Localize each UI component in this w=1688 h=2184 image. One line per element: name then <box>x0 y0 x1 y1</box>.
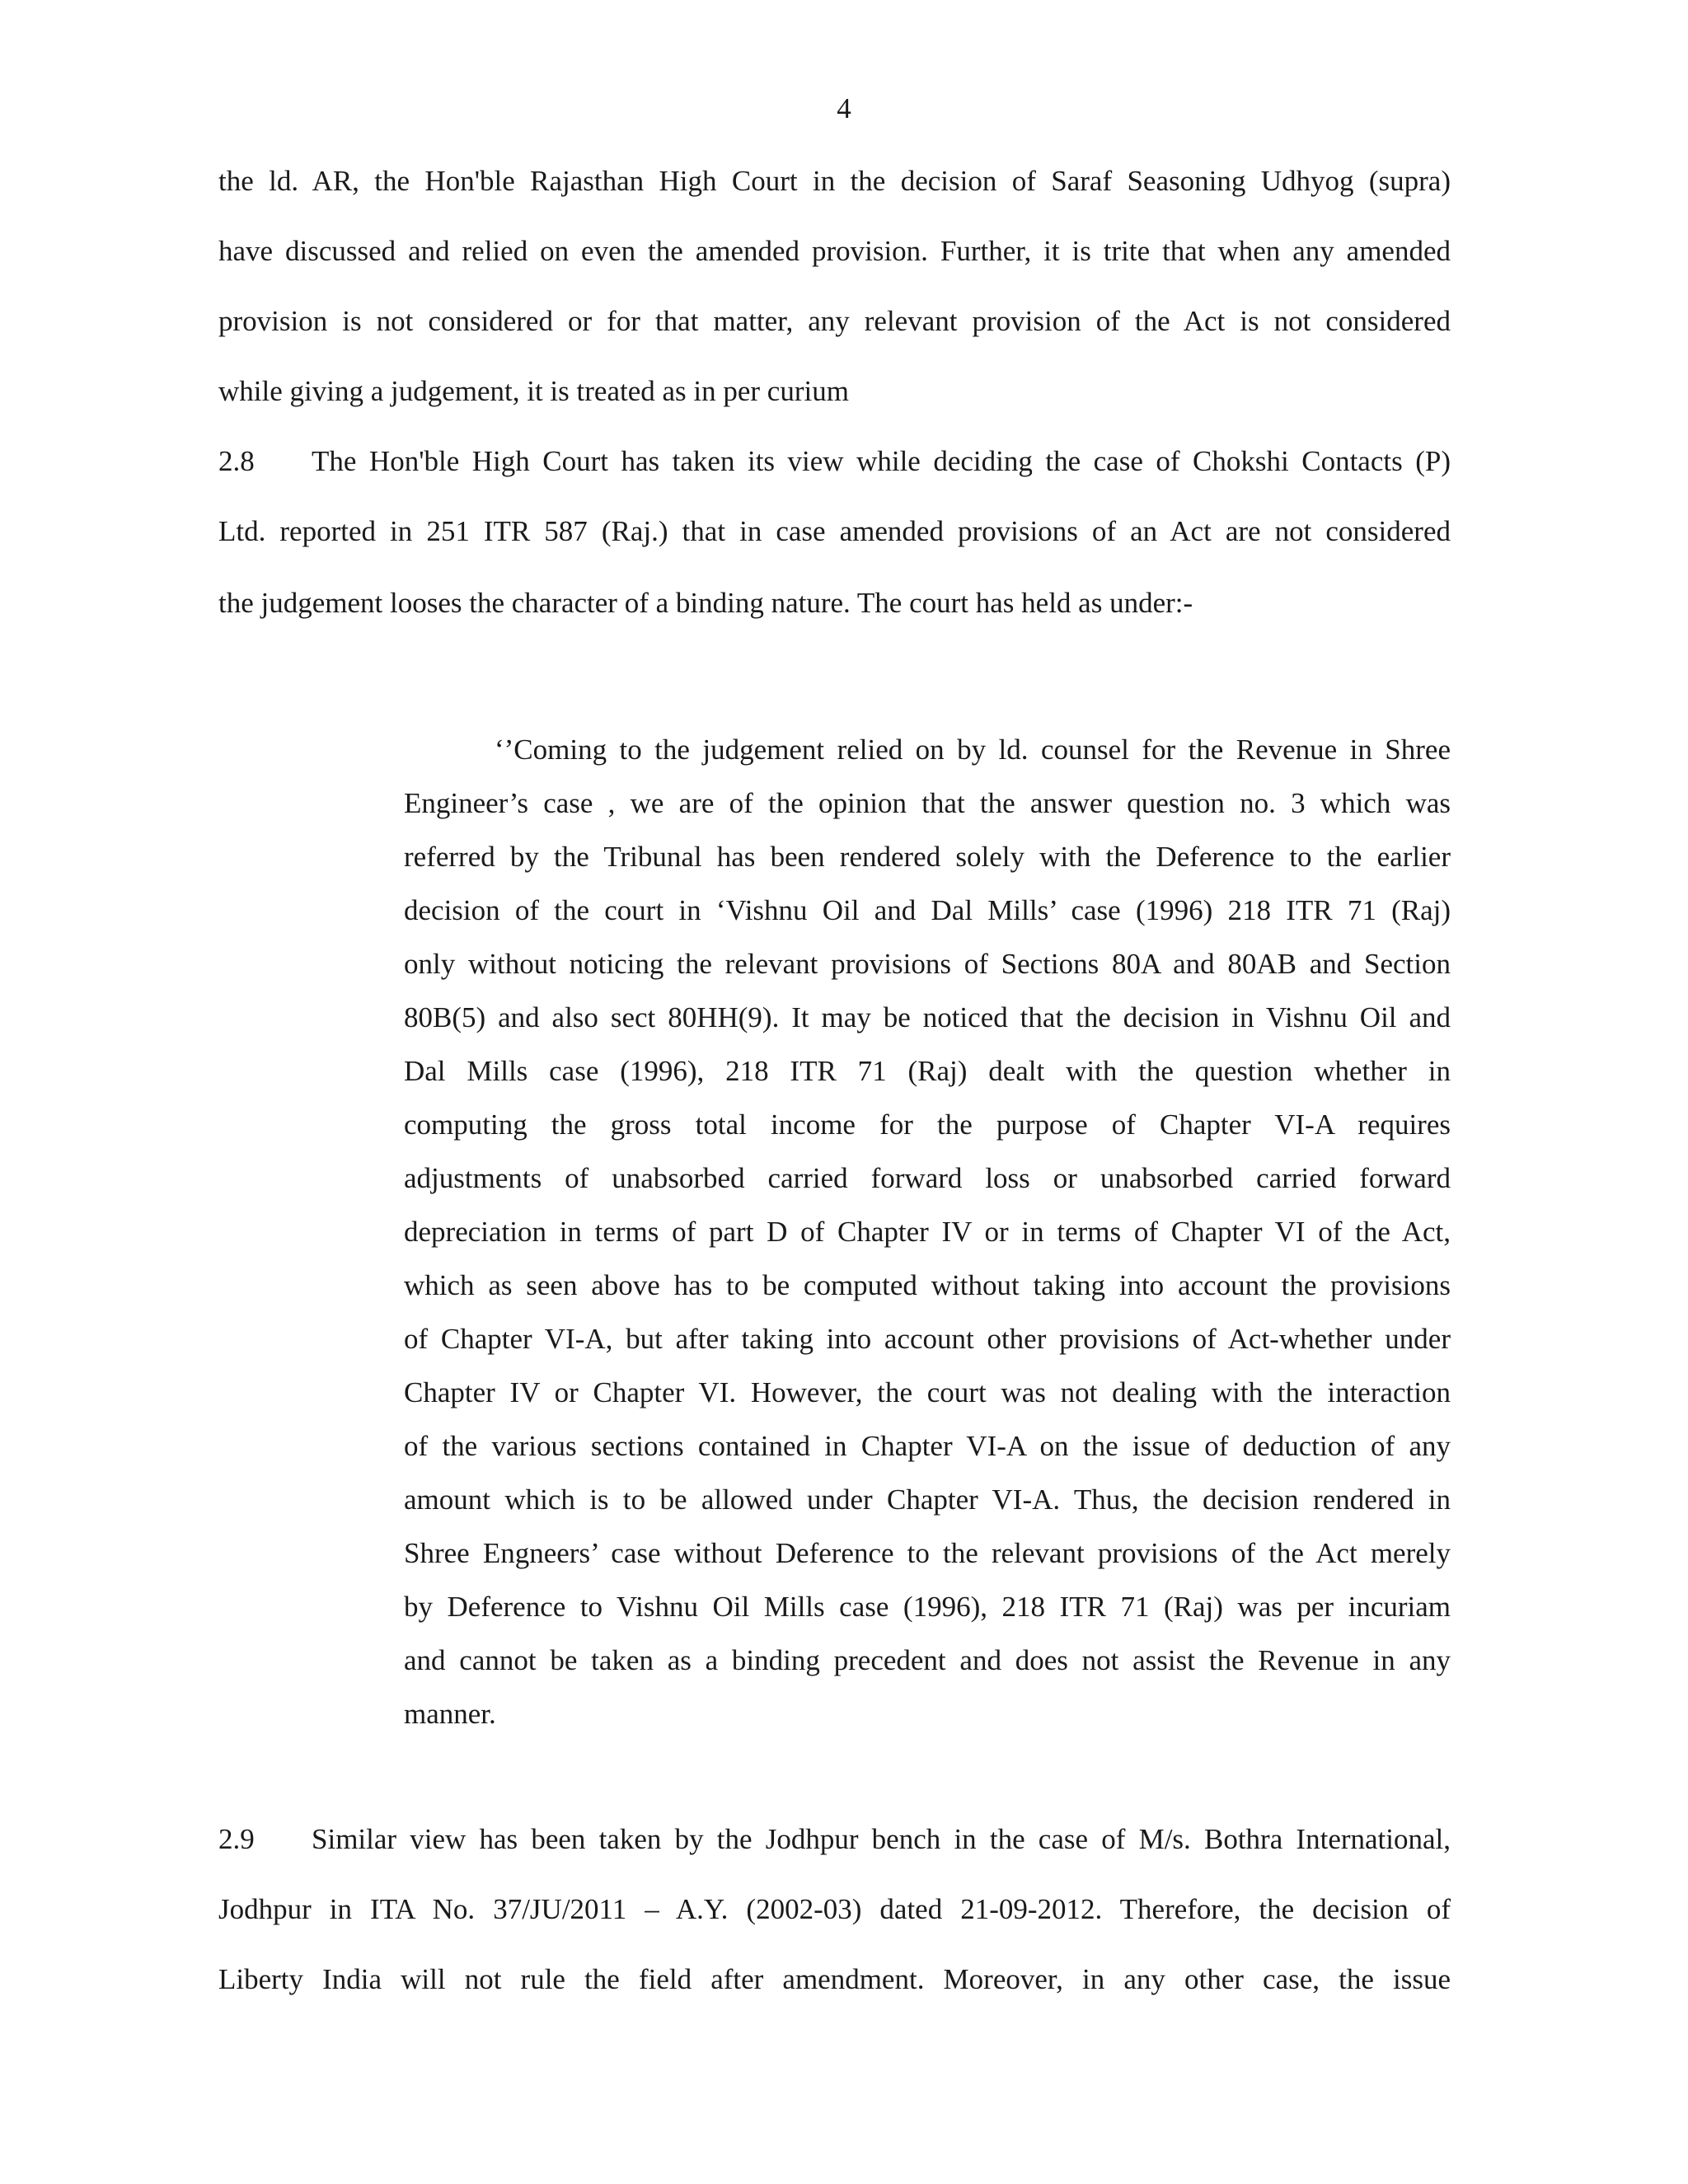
quote-line: Chapter IV or Chapter VI. However, the court was not dealing with the interaction <box>404 1376 1451 1408</box>
quote-line: and cannot be taken as a binding precedent and does not assist the Revenue in any <box>404 1644 1451 1676</box>
quote-line: of the various sections contained in Chapter VI-A on the issue of deduction of any <box>404 1430 1451 1462</box>
quote-line: which as seen above has to be computed without taking into account the provisions <box>404 1269 1451 1301</box>
paragraph-line: provision is not considered or for that matter, any relevant provision of the Act is not considered <box>218 305 1451 337</box>
paragraph-line <box>218 1823 1451 1856</box>
quote-line: computing the gross total income for the purpose of Chapter VI-A requires <box>404 1108 1451 1141</box>
quote-line: ‘’Coming to the judgement relied on by ld. counsel for the Revenue in Shree <box>495 733 1451 766</box>
quote-line: referred by the Tribunal has been rendered solely with the Deference to the earlier <box>404 841 1451 873</box>
quote-line: amount which is to be allowed under Chapter VI-A. Thus, the decision rendered in <box>404 1483 1451 1516</box>
paragraph-line: the judgement looses the character of a binding nature. The court has held as under:- <box>218 587 1193 619</box>
paragraph-line: Jodhpur in ITA No. 37/JU/2011 – A.Y. (2002-03) dated 21-09-2012. Therefore, the decision of <box>218 1893 1451 1925</box>
paragraph-text: Similar view has been taken by the Jodhpur bench in the case of M/s. Bothra International, <box>312 1823 1451 1855</box>
quote-line: decision of the court in ‘Vishnu Oil and Dal Mills’ case (1996) 218 ITR 71 (Raj) <box>404 894 1451 926</box>
paragraph-line <box>218 445 1451 478</box>
quote-line: manner. <box>404 1698 496 1730</box>
page-number: 4 <box>837 92 851 124</box>
paragraph-text: The Hon'ble High Court has taken its view while deciding the case of Chokshi Contacts (P) <box>312 445 1451 477</box>
quote-line: by Deference to Vishnu Oil Mills case (1996), 218 ITR 71 (Raj) was per incuriam <box>404 1591 1451 1623</box>
paragraph-line: the ld. AR, the Hon'ble Rajasthan High Court in the decision of Saraf Seasoning Udhyog (supra) <box>218 165 1451 197</box>
paragraph-line: Ltd. reported in 251 ITR 587 (Raj.) that in case amended provisions of an Act are not considered <box>218 515 1451 547</box>
quote-line: depreciation in terms of part D of Chapter IV or in terms of Chapter VI of the Act, <box>404 1216 1451 1248</box>
quote-line: only without noticing the relevant provisions of Sections 80A and 80AB and Section <box>404 948 1451 980</box>
quote-line: of Chapter VI-A, but after taking into account other provisions of Act-whether under <box>404 1323 1451 1355</box>
paragraph-line: while giving a judgement, it is treated as in per curium <box>218 375 849 407</box>
quote-line: Shree Engneers’ case without Deference to the relevant provisions of the Act merely <box>404 1537 1451 1569</box>
quote-line: 80B(5) and also sect 80HH(9). It may be noticed that the decision in Vishnu Oil and <box>404 1001 1451 1033</box>
paragraph-number: 2.9 <box>218 1823 255 1855</box>
quote-line: Dal Mills case (1996), 218 ITR 71 (Raj) dealt with the question whether in <box>404 1055 1451 1087</box>
paragraph-line: have discussed and relied on even the amended provision. Further, it is trite that when any amended <box>218 235 1451 267</box>
quote-line: adjustments of unabsorbed carried forward loss or unabsorbed carried forward <box>404 1162 1451 1194</box>
paragraph-line: Liberty India will not rule the field after amendment. Moreover, in any other case, the issue <box>218 1963 1451 1995</box>
paragraph-number: 2.8 <box>218 445 255 477</box>
quote-line: Engineer’s case , we are of the opinion that the answer question no. 3 which was <box>404 787 1451 819</box>
